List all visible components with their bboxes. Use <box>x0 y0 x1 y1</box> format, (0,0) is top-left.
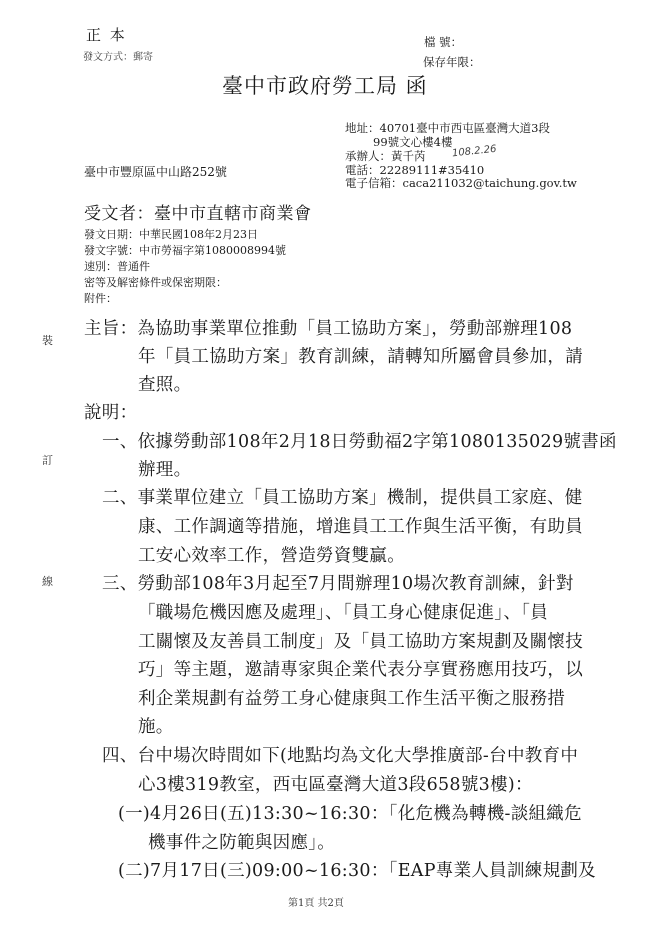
sender-address-line2: 99號文心樓4樓 <box>373 135 453 149</box>
margin-mark-line: 線 <box>42 575 53 588</box>
issue-date: 發文日期：中華民國108年2月23日 <box>84 228 258 241</box>
item-two-line-2: 康、工作調適等措施，增進員工工作與生活平衡，有助員 <box>138 517 583 537</box>
item-four-line-1: 四、台中場次時間如下(地點均為文化大學推廣部-台中教育中 <box>102 746 579 766</box>
speed-class: 速別：普通件 <box>84 260 150 273</box>
file-number-label: 檔 號： <box>424 35 463 49</box>
item-three-line-1: 三、勞動部108年3月起至7月間辦理10場次教育訓練，針對 <box>102 574 574 594</box>
subject-line-2: 年「員工協助方案」教育訓練，請轉知所屬會員參加，請 <box>138 347 583 367</box>
item-one-line-1: 一、依據勞動部108年2月18日勞動福2字第1080135029號書函 <box>102 432 617 452</box>
item-three-line-2: 「職場危機因應及處理」、「員工身心健康促進」、「員 <box>138 603 548 623</box>
contact-email: 電子信箱：caca211032@taichung.gov.tw <box>345 176 577 190</box>
item-three-line-4: 巧」等主題，邀請專家與企業代表分享實務應用技巧，以 <box>138 660 583 680</box>
handwritten-date-mark: 108.2.26 <box>451 143 497 160</box>
margin-mark-bind: 裝 <box>42 334 53 347</box>
document-title: 臺中市政府勞工局 函 <box>222 74 428 98</box>
contact-person: 承辦人：黃千芮 <box>345 149 426 163</box>
item-three-line-3: 工關懷及友善員工制度」及「員工協助方案規劃及關懷技 <box>138 632 583 652</box>
contact-phone: 電話：22289111#35410 <box>345 163 485 177</box>
item-three-line-6: 施。 <box>138 717 174 737</box>
subject-line-1: 主旨：為協助事業單位推動「員工協助方案」，勞動部辦理108 <box>84 319 573 339</box>
margin-mark-staple: 訂 <box>42 454 53 467</box>
item-four-line-2: 心3樓319教室，西屯區臺灣大道3段658號3樓)： <box>138 775 533 795</box>
delivery-method: 發文方式：郵寄 <box>83 52 153 63</box>
page-info: 第1頁 共2頁 <box>288 898 344 909</box>
item-three-line-5: 利企業規劃有益勞工身心健康與工作生活平衡之服務措 <box>138 689 566 709</box>
subitem-one-line-1: (一)4月26日(五)13:30~16:30：「化危機為轉機-談組織危 <box>118 804 582 824</box>
item-two-line-3: 工安心效率工作，營造勞資雙贏。 <box>138 546 405 566</box>
sender-address-line1: 地址：40701臺中市西屯區臺灣大道3段 <box>345 121 550 135</box>
issue-number: 發文字號：中市勞福字第1080008994號 <box>84 244 286 257</box>
recipient-line: 受文者：臺中市直轄市商業會 <box>84 204 312 224</box>
item-one-line-2: 辦理。 <box>138 460 192 480</box>
subject-line-3: 查照。 <box>138 375 192 395</box>
subitem-one-line-2: 機事件之防範與因應」。 <box>148 833 336 853</box>
retention-label: 保存年限： <box>423 55 481 69</box>
recipient-address: 臺中市豐原區中山路252號 <box>84 165 227 179</box>
item-two-line-1: 二、事業單位建立「員工協助方案」機制，提供員工家庭、健 <box>102 488 583 508</box>
security-level: 密等及解密條件或保密期限： <box>84 276 227 289</box>
copy-label: 正 本 <box>86 26 127 44</box>
explanation-label: 說明： <box>84 403 138 423</box>
subitem-two-line-1: (二)7月17日(三)09:00~16:30：「EAP專業人員訓練規劃及 <box>118 861 596 881</box>
attachment-label: 附件： <box>84 292 117 305</box>
